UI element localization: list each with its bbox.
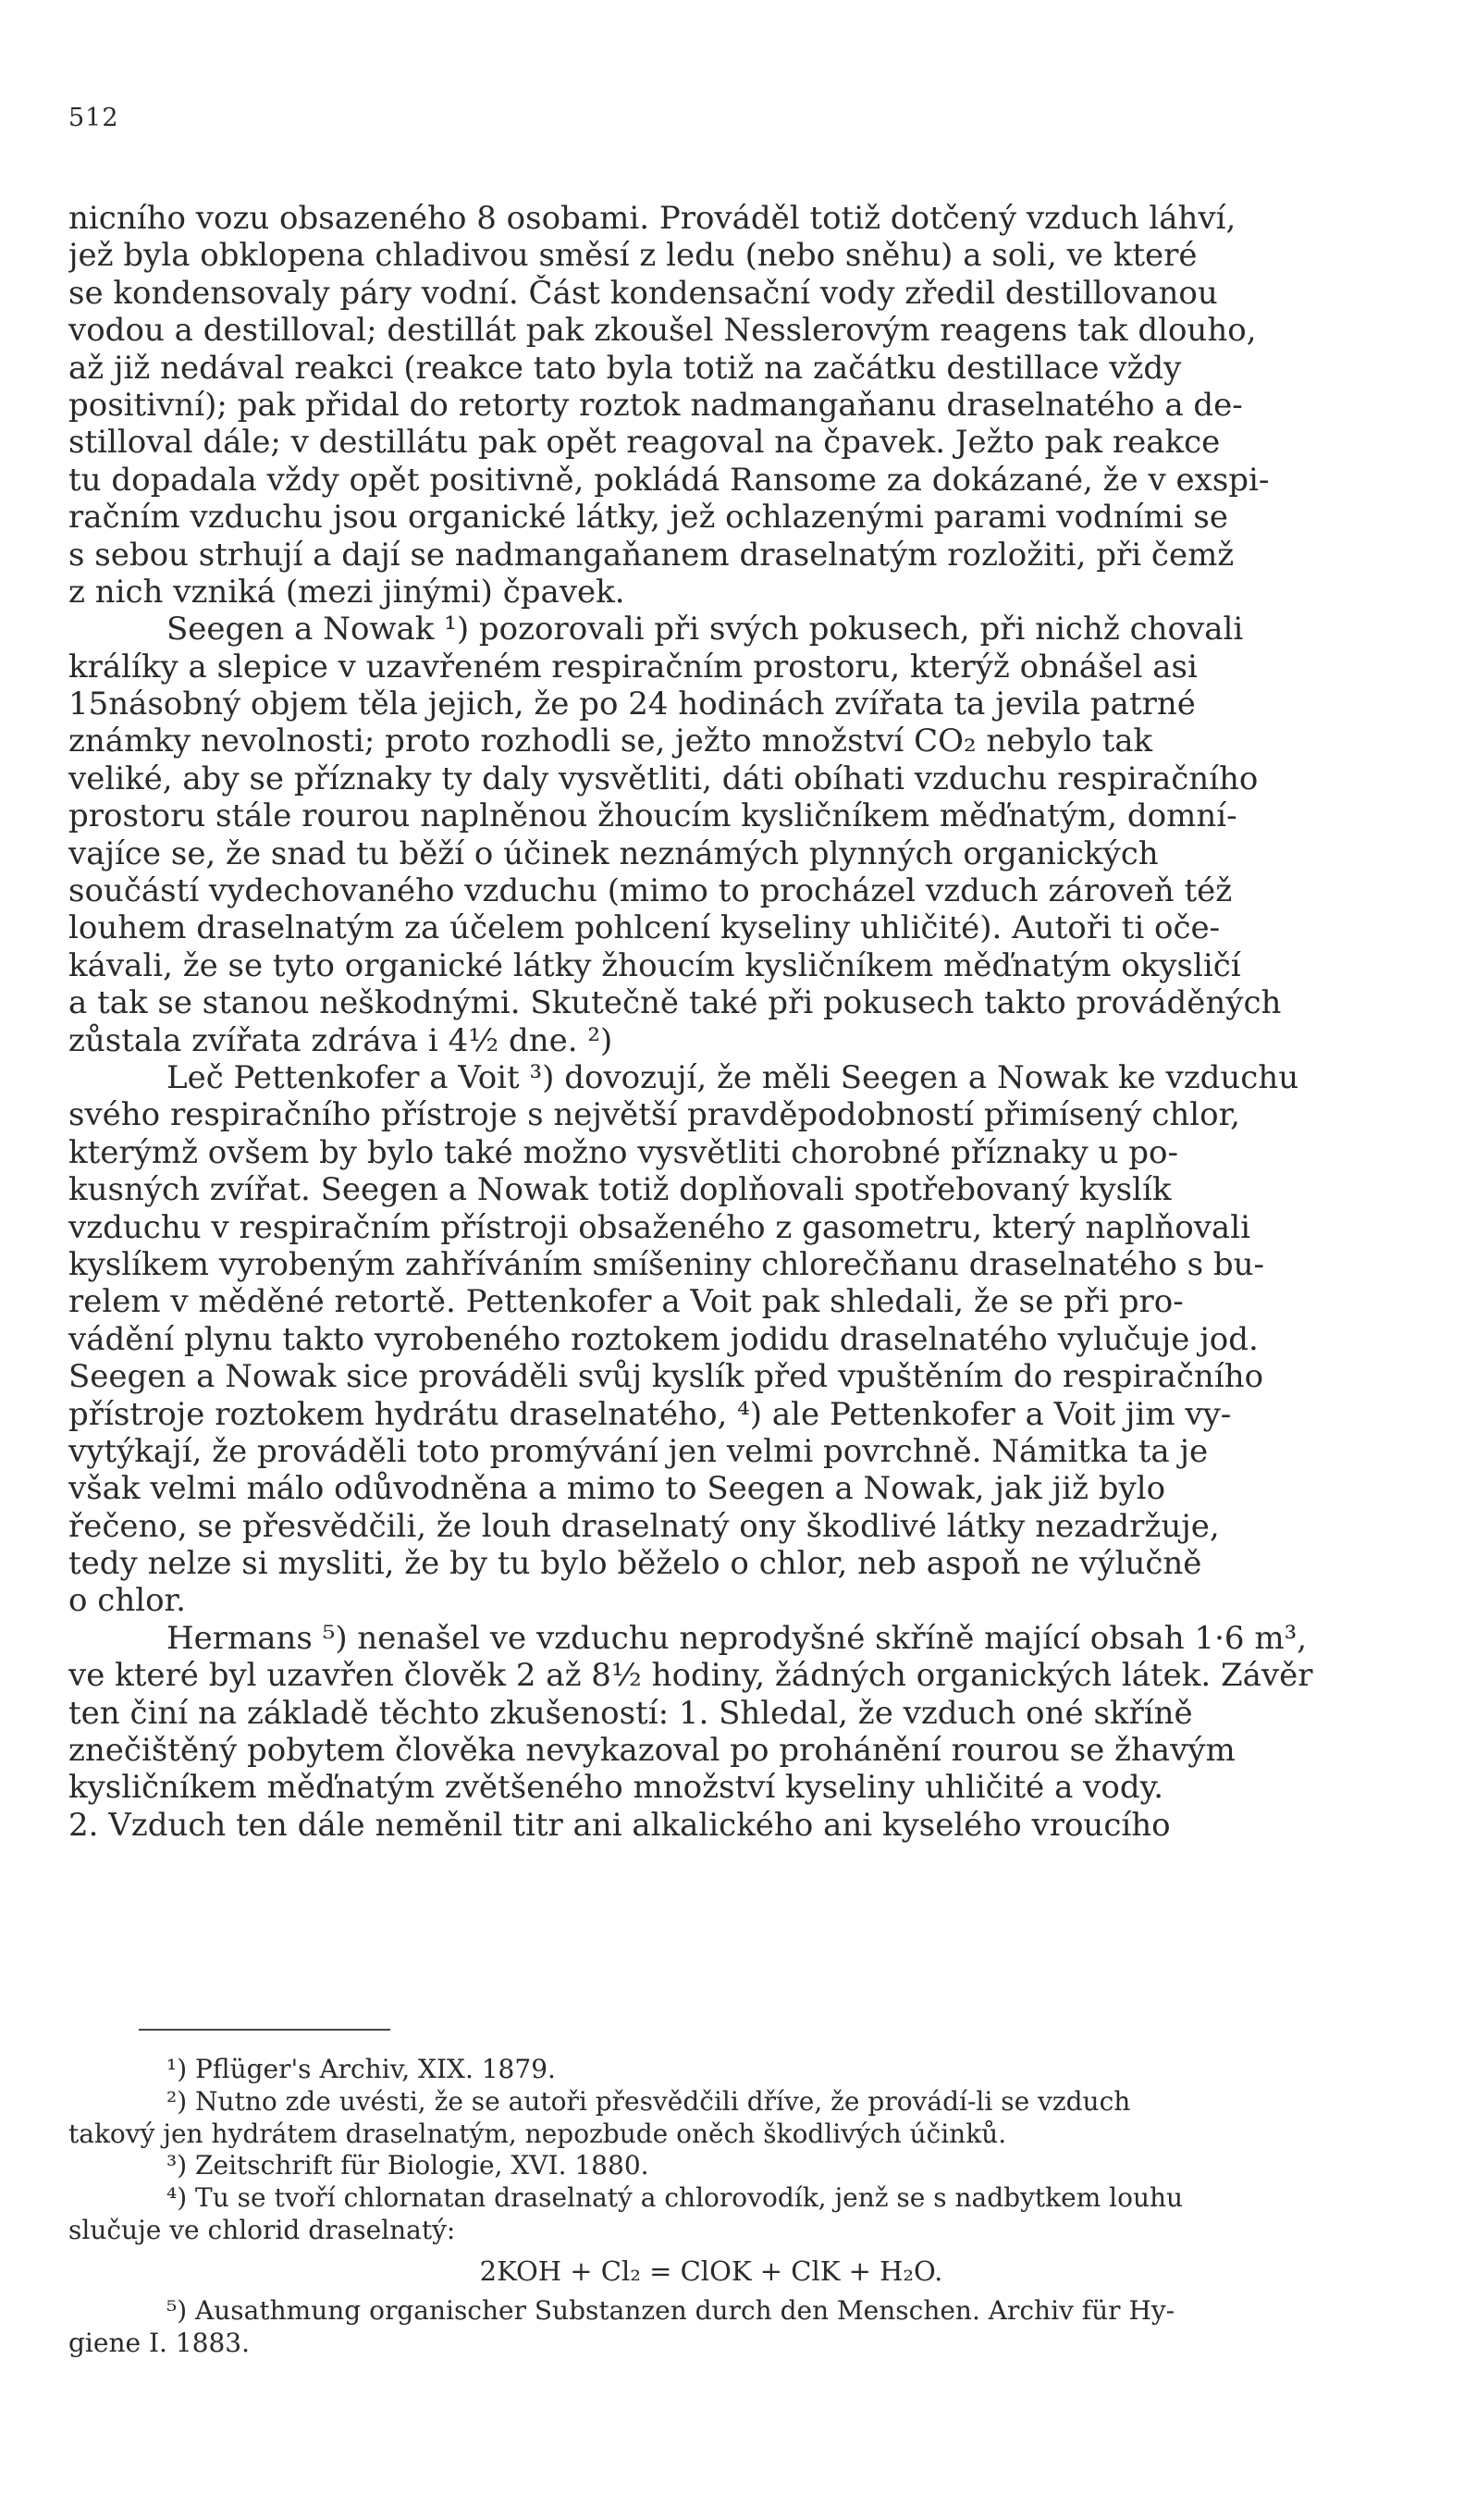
text-line: tedy nelze si mysliti, že by tu bylo běželo o chlor, neb aspoň ne výlučně <box>68 1545 1202 1583</box>
chemical-formula: 2KOH + Cl₂ = ClOK + ClK + H₂O. <box>479 2254 943 2287</box>
text-line: součástí vydechovaného vzduchu (mimo to procházel vzduch zároveň též <box>68 872 1233 910</box>
page-number: 512 <box>68 104 119 132</box>
footnotes-part-2 <box>68 2295 1409 2360</box>
text-line: nicního vozu obsazeného 8 osobami. Prováděl totiž dotčený vzduch láhví, <box>68 200 1236 237</box>
text-line: kterýmž ovšem by bylo také možno vysvětliti chorobné příznaky u po- <box>68 1133 1178 1171</box>
text-line: 15násobný objem těla jejich, že po 24 hodinách zvířata ta jevila patrné <box>68 686 1196 723</box>
text-line: Seegen a Nowak ¹) pozorovali při svých pokusech, při nichž chovali <box>166 611 1244 649</box>
text-line: tu dopadala vždy opět positivně, pokládá Ransome za dokázané, že v exspi- <box>68 461 1270 499</box>
footnote-line: ²) Nutno zde uvésti, že se autoři přesvědčili dříve, že provádí-li se vzduch <box>166 2085 1131 2117</box>
text-line: kávali, že se tyto organické látky žhoucím kysličníkem měďnatým okysličí <box>68 946 1241 984</box>
text-line: Seegen a Nowak sice prováděli svůj kyslík před vpuštěním do respiračního <box>68 1358 1264 1396</box>
text-line: stilloval dále; v destillátu pak opět reagoval na čpavek. Ježto pak reakce <box>68 424 1221 462</box>
text-line: a tak se stanou neškodnými. Skutečně také při pokusech takto prováděných <box>68 984 1282 1022</box>
text-line: 2. Vzduch ten dále neměnil titr ani alkalického ani kyselého vroucího <box>68 1806 1171 1844</box>
text-line: račním vzduchu jsou organické látky, jež ochlazenými parami vodními se <box>68 499 1228 537</box>
footnote-line: giene I. 1883. <box>68 2327 250 2358</box>
footnote-line: slučuje ve chlorid draselnatý: <box>68 2214 456 2245</box>
text-line: relem v měděné retortě. Pettenkofer a Voit pak shledali, že se při pro- <box>68 1283 1184 1321</box>
text-line: ten činí na základě těchto zkušeností: 1. Shledal, že vzduch oné skříně <box>68 1694 1193 1732</box>
text-line: se kondensovaly páry vodní. Část kondensační vody zředil destillovanou <box>68 274 1218 312</box>
text-line: známky nevolnosti; proto rozhodli se, ježto množství CO₂ nebylo tak <box>68 723 1153 760</box>
text-line: králíky a slepice v uzavřeném respiračním prostoru, kterýž obnášel asi <box>68 648 1198 686</box>
text-line: kysličníkem měďnatým zvětšeného množství kyseliny uhličité a vody. <box>68 1769 1164 1807</box>
text-line: jež byla obklopena chladivou směsí z ledu (nebo sněhu) a soli, ve které <box>68 237 1198 275</box>
text-line: až již nedával reakci (reakce tato byla totiž na začátku destillace vždy <box>68 349 1182 387</box>
footnote-line: ¹) Pflüger's Archiv, XIX. 1879. <box>166 2054 556 2084</box>
text-line: řečeno, se přesvědčili, že louh draselnatý ony škodlivé látky nezadržuje, <box>68 1507 1220 1545</box>
main-text <box>68 200 1409 1844</box>
text-line: však velmi málo odůvodněna a mimo to Seegen a Nowak, jak již bylo <box>68 1470 1166 1508</box>
text-line: prostoru stále rourou naplněnou žhoucím kysličníkem měďnatým, domní- <box>68 797 1237 835</box>
footnotes <box>68 2054 1409 2359</box>
footnote-line: takový jen hydrátem draselnatým, nepozbude oněch škodlivých účinků. <box>68 2118 1007 2149</box>
footnote-line: ⁴) Tu se tvoří chlornatan draselnatý a chlorovodík, jenž se s nadbytkem louhu <box>166 2182 1184 2214</box>
text-line: vzduchu v respiračním přístroji obsaženého z gasometru, který naplňovali <box>68 1208 1250 1246</box>
text-line: kyslíkem vyrobeným zahříváním smíšeniny chlorečňanu draselnatého s bu- <box>68 1245 1265 1283</box>
text-line: kusných zvířat. Seegen a Nowak totiž doplňovali spotřebovaný kyslík <box>68 1171 1172 1209</box>
text-line: vádění plynu takto vyrobeného roztokem jodidu draselnatého vylučuje jod. <box>68 1320 1259 1358</box>
text-line: Leč Pettenkofer a Voit ³) dovozují, že měli Seegen a Nowak ke vzduchu <box>166 1058 1299 1096</box>
text-line: positivní); pak přidal do retorty roztok nadmangaňanu draselnatého a de- <box>68 386 1243 424</box>
text-line: vodou a destilloval; destillát pak zkoušel Nesslerovým reagens tak dlouho, <box>68 312 1257 350</box>
footnote-separator <box>139 2029 390 2031</box>
text-line: veliké, aby se příznaky ty daly vysvětliti, dáti obíhati vzduchu respiračního <box>68 760 1259 797</box>
text-line: louhem draselnatým za účelem pohlcení kyseliny uhličité). Autoři ti oče- <box>68 909 1221 947</box>
footnote-line: ³) Zeitschrift für Biologie, XVI. 1880. <box>166 2150 649 2181</box>
text-line: vajíce se, že snad tu běží o účinek neznámých plynných organických <box>68 834 1159 872</box>
footnote-line: ⁵) Ausathmung organischer Substanzen durch den Menschen. Archiv für Hy- <box>166 2294 1175 2326</box>
text-line: přístroje roztokem hydrátu draselnatého, ⁴) ale Pettenkofer a Voit jim vy- <box>68 1395 1232 1433</box>
text-line: ve které byl uzavřen člověk 2 až 8½ hodiny, žádných organických látek. Závěr <box>68 1657 1313 1695</box>
text-line: vytýkají, že prováděli toto promývání jen velmi povrchně. Námitka ta je <box>68 1432 1209 1470</box>
text-line: s sebou strhují a dají se nadmangaňanem draselnatým rozložiti, při čemž <box>68 536 1235 574</box>
footnotes-part-1 <box>68 2054 1409 2247</box>
text-line: svého respiračního přístroje s největší pravděpodobností přimísený chlor, <box>68 1096 1240 1134</box>
text-line: z nich vzniká (mezi jinými) čpavek. <box>68 573 625 611</box>
text-line: znečištěný pobytem člověka nevykazoval po prohánění rourou se žhavým <box>68 1732 1236 1770</box>
text-line: o chlor. <box>68 1582 186 1620</box>
text-line: zůstala zvířata zdráva i 4½ dne. ²) <box>68 1021 613 1059</box>
text-line: Hermans ⁵) nenašel ve vzduchu neprodyšné skříně mající obsah 1·6 m³, <box>166 1619 1308 1657</box>
